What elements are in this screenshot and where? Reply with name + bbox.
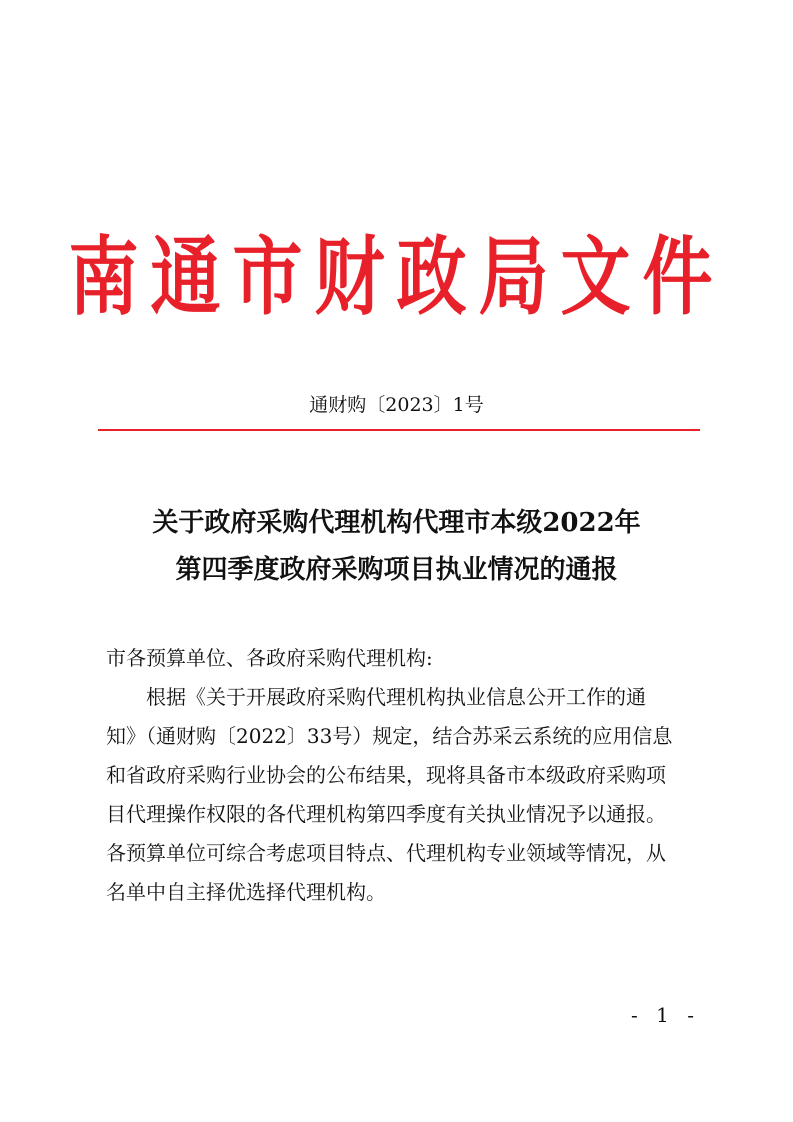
body-line-1: 根据《关于开展政府采购代理机构执业信息公开工作的通 <box>146 685 646 709</box>
body-paragraph <box>106 678 694 912</box>
document-title-line-1: 关于政府采购代理机构代理市本级2022年 <box>152 508 641 538</box>
document-title-line-2: 第四季度政府采购项目执业情况的通报 <box>175 555 618 585</box>
red-divider-rule <box>98 429 700 431</box>
document-number: 通财购〔2023〕1号 <box>309 394 484 416</box>
body-line-3: 和省政府采购行业协会的公布结果，现将具备市本级政府采购项 <box>106 763 666 787</box>
body-line-5: 各预算单位可综合考虑项目特点、代理机构专业领域等情况，从 <box>106 841 666 865</box>
document-title <box>60 500 733 594</box>
masthead-title-text: 南通市财政局文件 <box>68 226 725 328</box>
body-line-2: 知》（通财购〔2022〕33号）规定，结合苏采云系统的应用信息 <box>106 724 673 748</box>
masthead-title <box>0 222 793 332</box>
body-line-6: 名单中自主择优选择代理机构。 <box>106 880 386 904</box>
body-line-4: 目代理操作权限的各代理机构第四季度有关执业情况予以通报。 <box>106 802 666 826</box>
salutation: 市各预算单位、各政府采购代理机构: <box>106 646 433 670</box>
page-number: - 1 - <box>631 1003 700 1027</box>
